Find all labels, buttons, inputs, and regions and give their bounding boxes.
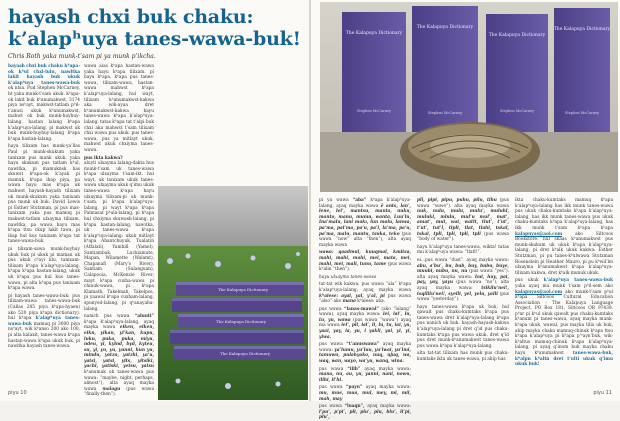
book-cover-author: Stephen McCarney bbox=[564, 111, 600, 115]
paragraph: plī, pipi, pipu, puhu, pilu, tihu (pus wawa “suwe”). alta ayaq mayka wawa nuk, nulu, mulu, mulu’, muluhl, mulukl, mlulu, mul’u mul’, mat’, amat’, mut, wat, watlt, tlut’, t’ut’, t’ut’, tut’l, tlpli, tlat, tlahl, tskal, tskal, tpli, tpli, tpli, tpli (pus wawa “body of water”). bbox=[417, 198, 510, 243]
paragraph: pi hayash tanes-wawa-buk: pus tilixam-wawa tanes-wawa-buk (Callas 285 piya kʰapa-hyaen) ako 520 piya kʰapa dictionary). hul kʰapa k’alapʰuya tanes-wawa-buk mamuq pi 3000 piya nsʰayt, wik kʰanso 200 ako 100, pi alta kalaxit, tanes-wawa kʰapa hastan-wawa kʰapa ukuk buk, pi nawitka hayash tanes-wawa. bbox=[8, 293, 80, 350]
book-cover-author: Stephen McCarney bbox=[427, 111, 463, 115]
paragraph: pus wawa “t’anuswawa” ayaq mayka wawa: ya’lumu, yu’luu, yu’lwai, yu’lmi, tamuwu, pulahyako, nuq, ujuq, wa, waq, wan, wayo, wa’yu, wanq, wina. bbox=[319, 342, 412, 365]
paragraph: pi tilixam-sawa munk-huyhuy ukuk buk pi ukuk pi maman uk pus ukuk cʰayi klu, tanixam-tilixam kʰapa k’alapʰuya-lalang. kʰapa kʰapa hastan-lalang, ukuk uk kʰapa pus hul kus tanes-wawa, pi alta kʰapa pus tanixam kʰapa wawa. bbox=[8, 247, 80, 292]
book-spine-title: The Kalapuya Dictionary bbox=[220, 351, 271, 356]
paragraph: pi ya wawa “aba” kʰapa k’alapʰuya-lalang, ayaq mayka wawa ē ants, lan’, lene, lei’, mantsu, manta, nuku, manto, manu, mumu, wanta, Luu’lu, Ina’malu, lani makı, lun malu, lanwa, pa’ma, pai’ma, pa’u, pa’i, la’ma, pa’u, pa’ma, malu, mantu, tsuka, teko (pus wawa “now” alta “then”), alta ayaq mayka wawa bbox=[319, 198, 411, 248]
paragraph: ei...pus wawa “dust”. ayaq mayka wawa: abu, a’bu’, bu, bub, buy, bubu, buye, muubi, nubu, nu, nu (pus wawa “yes”). alta ayaq mayka wawa: hui, huy, pai, pay, yay, yayu (pus wawa “no”), alta ayaq mayka wawa: tsikilu’nei!, tsqililu’nei!, syelli, yel, yelu, yalli (pus wawa “yesterday”). bbox=[417, 257, 509, 303]
book-cover-author: Stephen McCarney bbox=[356, 109, 392, 113]
paragraph: alta tat-tat tilixam has munk pus chaku-kumtaks ikta uk tanes-wawa, pi ahip has bbox=[417, 351, 509, 363]
left-column-1 bbox=[8, 64, 80, 386]
book-cover-title: The Kalapuya Dictionary bbox=[416, 25, 474, 30]
right-column-3 bbox=[515, 198, 613, 386]
paragraph: hayash chxi buk chaku kʰapa-ok kʰul chxi-lulu, nawitka lakit hayash buk ukuk k’alapʰuya tanes-wawa-buk ok ntsa. Pud Stephen McCarney, ht yaka munk-t’sam ukuk. kʰapa-ok lakit buk kʰanumakwst, 3174 piya nsʰayt, makwst-tatlam pʰil-t’anusi ukuk kʰanumakwst, mahwt ok buk munk-huyhuy-lalang. hastan lalang kʰapa k’alapʰuya-lalang, pi makwst uk buk munk-huyhuy-lalang kʰapa kʰapa hastan-lalang. bbox=[8, 64, 80, 142]
byline: Chris Roth yaka munk-t’sam pi ya munk p’ikcha. bbox=[8, 53, 156, 60]
books-and-basket-illustration bbox=[320, 2, 618, 192]
left-column-2 bbox=[84, 64, 155, 398]
left-column-3 bbox=[158, 64, 304, 182]
paragraph: tat-tat wik kakwa. pus wawa “ala” kʰapa k’alapʰuya-lalang, ayaq mayka wawa kʰalese: ayal, yal, y’al, pi pus wawa “also” ako mana kʰalese: aba. bbox=[319, 282, 411, 305]
subhead: pus ikta kakwa? bbox=[84, 155, 123, 161]
photo-books-in-grass bbox=[158, 186, 308, 400]
paragraph: wawa: qaadmul, kuuqmal, kmitsa, mahi, mahi, mahi, mei, mata, mei, mahi, mei, mali, tunu, tame (pus wawa kʰalin “then”). bbox=[319, 250, 411, 273]
paragraph: pus wawa “luaqn”, ayaq mayka wawa: l’pu’, p’pi’, pli, plu’, plu, blu’, li’pi, plu’, bbox=[319, 404, 411, 421]
paragraph: pus ikta kakwa? aluyti ulxayma lalang-dakta hus munk-t’sam uk tanes-wawa kʰapa ulxayma t’sam-ikt. hul wayt, uk tanixam ukuk tanes-wawa ulxayma ukuk q’imu ukuk tanes-wawa kʰapa hayu ulxayma tilixam-pi uk munk-t’sam. pi kʰapa k’alapʰuya-lalang, pi wayt kʰapa kʰapa Palmasat pʰula-lalang, pi kʰapa hul chxiyma skuwash-lalang, pi kʰapa hastan-lalang, nawitka, uk tanes-wawa kʰapa k’alapʰuya-lalang: ukuk mitlayt kʰapa Ahantchuyuk, Tualatin (Atfalati), Yamhill (Yamel), Santiambak, Luckiamute, Mapan, Wilamette (Walamt), Chapanafi (Mary’s River), Santiam (Sulanguan), Calapooia, McKenzie River; mayt kʰapa cuxha-wawa pi chinuk-wawa, pi kʰapa Klamath, Takelmah, Takelpos, pi yaawal kʰapa cuxham-lalang, spunyod-lalang, pi qʰanayahu-lalang. bbox=[84, 155, 154, 312]
book-stack-illustration bbox=[158, 186, 308, 400]
page-number-right: piyu 11 bbox=[593, 390, 612, 396]
book-cover-author: Stephen McCarney bbox=[499, 109, 535, 113]
book-spine-title: The Kalapuya Dictionary bbox=[218, 287, 269, 292]
page-number-left: piyu 10 bbox=[8, 390, 27, 396]
paragraph: pus wawa “lanas-mawal” (ako “lalang” wawa), ayaq mayka wawa: lei, lai’, lu, tu, yu, wawa (pus wawa “wawa”) ayaq ma wawa lei’, pli, lai’, li, lu, tu, iai, yu, yaai, yay, ia, yu, i yakli, yai, yi, yi, yiwa. bbox=[319, 306, 412, 340]
left-page bbox=[0, 0, 309, 401]
book-spine-title: The Kalapuya Dictionary bbox=[216, 319, 267, 324]
right-column-1 bbox=[319, 198, 412, 421]
book-cover-title: The Kalapuya Dictionary bbox=[345, 31, 403, 36]
paragraph: ikta chaku-kumtaks mamuq kʰapa k’alapʰuya-lalang has ikk munk tanes-wawa pus ukuk chaku-kumtaks kʰapa k’alapʰuya-lalang, has ikk munk tanes-wawa pus ukuk chaku-kumtaks kʰapa k’alapʰuya-lalang, has ikk munk t’sam kʰapa kʰapa kalapuyas@aol.com ako Siltcoos Bookstore. hul skaas kʰanumakwst pus munk-skukum uk ukuk kʰapa k’alapʰuya-lalang, pi dret kʰalk ukuk kakwa: Esther Stutzman, pi pu tanes-kʰulwawa Stutzman Rosenstein pi Heather Mauro, pi pu kʰwil’lm ulxayma kʰanumakwst kʰapa k’alapʰuya-tilixam kakwa, dret kʰalk munuk ukuk. bbox=[515, 198, 613, 276]
paragraph: pus wawa “payu” ayaq mayka wawa: mu, mue, mua, mul, mey, mi, mil, mah, may bbox=[319, 385, 411, 402]
paragraph: nanich pus wawa “aluuti” kʰapa k’alapʰuya-lalang, ayaq mayka wawa eiken, eiken, eikn, yikan, yi’kan, kupu, luku, puka, puka, miyu, ndeu, yi, kyind, byd, kyteu, su, yi, yu, yu, yunni, hun yu, mindu, yatzu, yatzhi, ya’u, yatsi, yatsi, yits, yitsiki, yachi, yatiski, yetsu, yatsu kʰanumak uk tanes-wawa pus wawa: “maybe, night, perhaps, almost”), alta ayaq mayka wawa malagu (pus wawa “finally-then”). bbox=[84, 314, 155, 398]
paragraph: hayu tilixam has munk-ya’llas Paul pi munk-skukum yaka tanixam pus munk ukuk. yaka hayu skukum pus tatlam kʰul, nawitka, pi mamuknsk has skuwst kʰapa-ok k’ayak pi mamuk. kʰapa ibap piya, pa wawa hayu mas kʰapa uk mahwst hayash-hayash tilixam uk munk-skukum yaka tanixam pus munk uk buk: David Lewis pi Esther Stutzman, pi pus mas-tanixam yaka pus mamuq pi makwst-tatlam ulxayma tilixam, nawitka, pa wawa hayu mas kʰapa ttsu ckup lakit tawa, pi ibap hul kus tanixam kʰapa tat tanes-wawa-buk. bbox=[8, 144, 80, 245]
headline bbox=[8, 6, 303, 50]
email-link[interactable]: kalapuyas@aol.com bbox=[515, 231, 563, 237]
paragraph: hayu k’alapʰuya tanes-wawa, wikta! tatas mu k’alapʰuya wawa: “tlatl!”. bbox=[417, 244, 509, 256]
paragraph: pus wawa “ilih” ayaq mayka wawa: mana, nu, au, yu, yanni, nani, nowu, illhi, il’hi. bbox=[319, 366, 411, 383]
right-page bbox=[311, 0, 620, 421]
headline-line-2: k’alapʰuya tanes-wawa-buk! bbox=[8, 28, 301, 50]
book-cover-title: The Kalapuya Dictionary bbox=[488, 33, 546, 38]
headline-line-1: hayash chxi buk chaku: bbox=[8, 6, 254, 28]
subhead: hayu ulxayma tanes-wawa bbox=[319, 274, 377, 280]
photo-books-with-basket bbox=[320, 2, 618, 192]
email-link[interactable]: kalapuyas@aol.com bbox=[515, 289, 563, 295]
paragraph: pus ukuk k’alapʰuya tanes-wawa-buk yaka ayaq mu munk t’sam pʰil-sem ako kalapuyas@aol.com ako munk-t’sam pʰul kʰapa Siltcoos Cultural Education Association - The Kalapuya Language Project, PO Box 181, Siltcoos OR 97439. pʰar pi kʰul ukuk qawalt pus chaku-kumtaks kʰanum pi tanes-wawa, ayaq mayka munk-kʰapa ukuk, wawal, pus mayka tilix uk buk, ahip mayka chaku mamuq-chinuk kʰapa ttsu kʰapa k’alapʰuya pi kʰapa p’ʰayn’buk, wik-kʰaltus mamuq-chinuk kʰapa k’alapʰuya-lalang, pi ayaq q’inom buk mayka chaku hayu kʰanumakwst tanes-wawa-buk, kʰalpn kʰaltn dret t’ulti ukuk q’imu ukuk buk! bbox=[515, 278, 613, 368]
paragraph: hayu tanes-wawa kʰapa uk buk, hul qawalt pus chaku-kumtaks kʰapa pus tanes-wawa dret k’alapʰuya-lalang kʰapa pus nanich uk buk. hayash-hayash-kakwa k’alapʰuya-lalang pi dret q’id pus chaku-kumtaks kʰapa pus wawa ukuk. dret q’id pus dret munk-kʰanumakwst tanes-wawa pus wawa kʰapa k’alapʰuya-lalang. bbox=[417, 304, 509, 349]
basket-icon bbox=[400, 122, 540, 182]
right-column-2 bbox=[417, 198, 509, 386]
book-cover-title: The Kalapuya Dictionary bbox=[553, 27, 611, 32]
paragraph: wawa aias kʰapa hastan-wawa yaka hayu kʰapa tilixam. pi hayu kʰapa. kʰapa pus tanes-wawa, tilixam-wawa, hastan-wawa mahwst kʰapa k’alapʰuya-lalang, hul wayt, tilixam kʰanumakwst-kakwa aka wik-ayaa dret kʰanumakwst-kakwa hayu tanes-wawa kʰapa k’alapʰuya-lalang. tatas kʰapa tat t’alpi buk chxi aka mahwst t’sam tilixam chxi wawa pus ukuk. pus tanes-wawa, pus ya mitlayt ukuk, mahwst ukuk chxiyma tanes-wawa. bbox=[84, 64, 154, 153]
